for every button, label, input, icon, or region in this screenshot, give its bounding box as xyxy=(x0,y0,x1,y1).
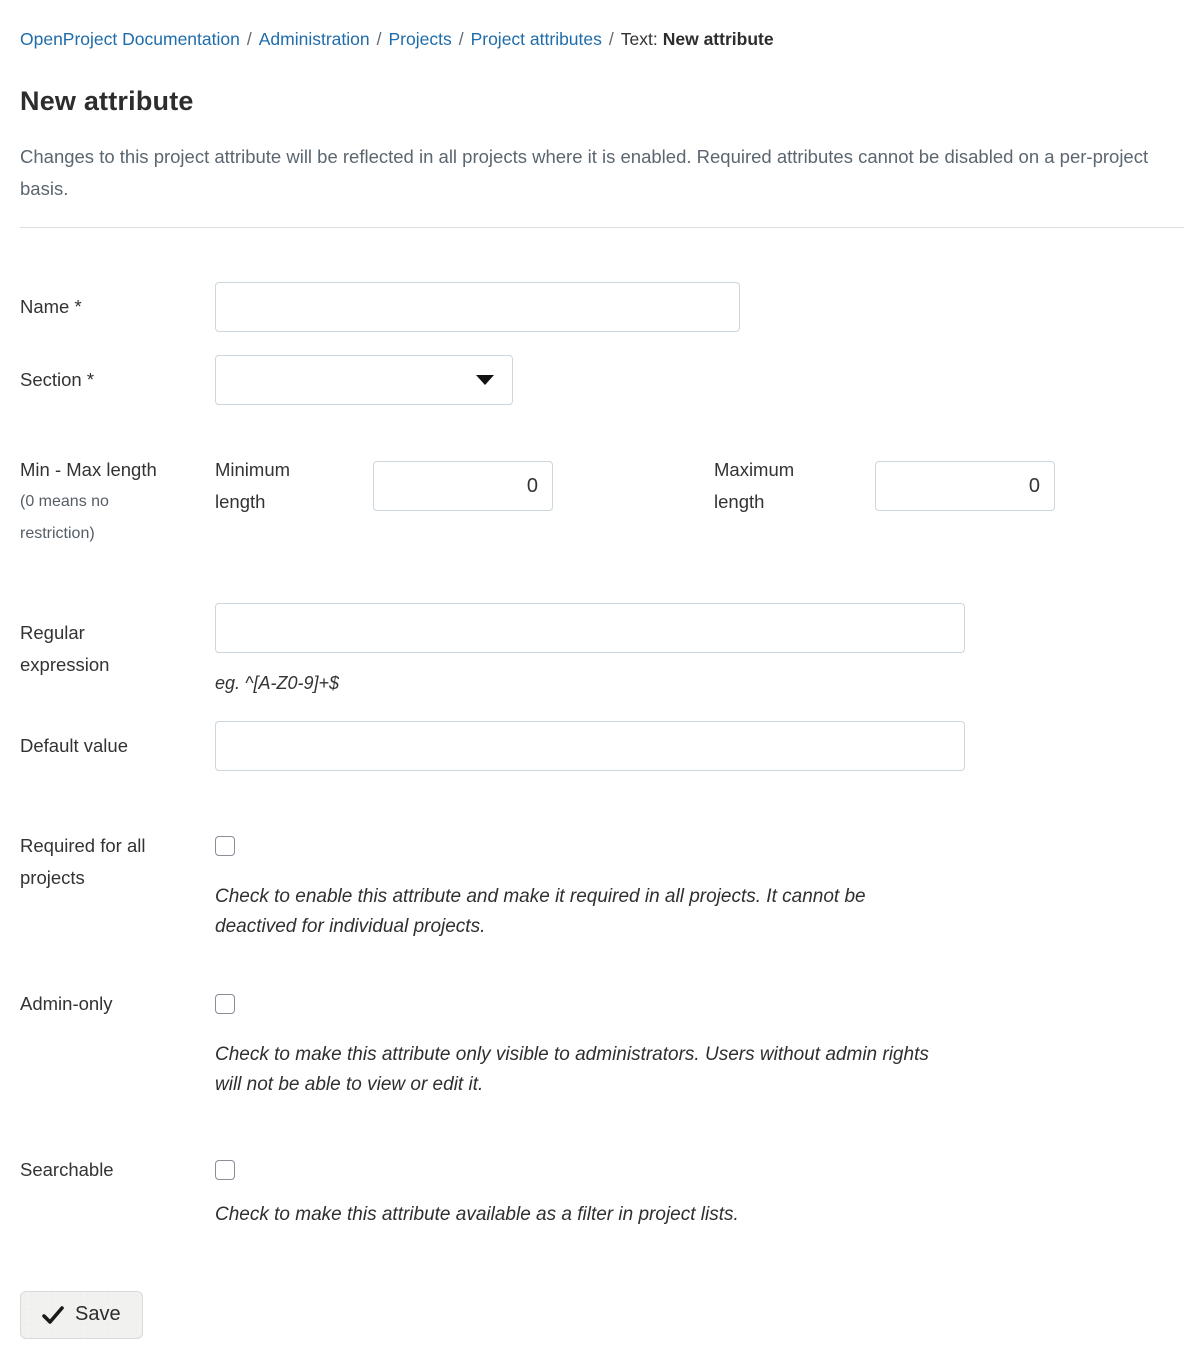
admin-only-row xyxy=(20,988,1184,1099)
searchable-checkbox[interactable] xyxy=(215,1160,235,1180)
required-marker: * xyxy=(74,296,82,317)
section-label: Section * xyxy=(20,369,95,390)
required-marker: * xyxy=(86,369,95,390)
breadcrumb-current-prefix: Text: xyxy=(620,29,658,49)
minimum-length-label: Minimum length xyxy=(215,459,291,512)
maximum-length-input[interactable] xyxy=(875,461,1055,511)
required-for-all-label: Required for all projects xyxy=(20,835,146,888)
breadcrumb-separator: / xyxy=(376,29,382,49)
breadcrumb-link-project-attributes[interactable]: Project attributes xyxy=(470,29,602,49)
breadcrumb-current: New attribute xyxy=(662,29,774,49)
breadcrumb-link-openproject-documentation[interactable]: OpenProject Documentation xyxy=(20,29,240,49)
regex-input[interactable] xyxy=(215,603,965,653)
page-title: New attribute xyxy=(20,86,194,116)
breadcrumb xyxy=(20,28,1184,50)
breadcrumb-separator: / xyxy=(458,29,464,49)
divider xyxy=(20,227,1184,228)
breadcrumb-separator: / xyxy=(608,29,614,49)
chevron-down-icon xyxy=(476,375,494,385)
breadcrumb-separator: / xyxy=(246,29,252,49)
required-for-all-checkbox[interactable] xyxy=(215,836,235,856)
admin-only-checkbox[interactable] xyxy=(215,994,235,1014)
section-select[interactable] xyxy=(215,355,513,405)
check-icon xyxy=(42,1305,64,1325)
minimum-length-input[interactable] xyxy=(373,461,553,511)
default-value-input[interactable] xyxy=(215,721,965,771)
admin-only-label: Admin-only xyxy=(20,993,113,1014)
searchable-row xyxy=(20,1154,1184,1230)
name-label: Name * xyxy=(20,296,82,317)
min-max-label: Min - Max length (0 means no restriction) xyxy=(20,454,160,550)
required-for-all-row xyxy=(20,830,1184,941)
required-for-all-hint: Check to enable this attribute and make it required in all projects. It cannot be deactived for individual projects. xyxy=(215,886,866,937)
breadcrumb-link-administration[interactable]: Administration xyxy=(258,29,370,49)
searchable-hint: Check to make this attribute available as a filter in project lists. xyxy=(215,1204,739,1225)
regex-example-hint: eg. ^[A-Z0-9]+$ xyxy=(215,673,340,693)
admin-only-hint: Check to make this attribute only visible to administrators. Users without admin rights will not be able to view or edit it. xyxy=(215,1044,929,1095)
section-row xyxy=(20,355,1184,405)
min-max-row xyxy=(20,454,1184,550)
name-row xyxy=(20,282,1184,332)
default-value-label: Default value xyxy=(20,735,128,756)
save-button[interactable] xyxy=(20,1291,143,1339)
maximum-length-label: Maximum length xyxy=(714,459,795,512)
min-max-sublabel: (0 means no restriction) xyxy=(20,493,109,542)
breadcrumb-link-projects[interactable]: Projects xyxy=(388,29,452,49)
new-attribute-form xyxy=(20,282,1184,1339)
save-button-label: Save xyxy=(75,1303,121,1325)
regex-label: Regular expression xyxy=(20,621,110,675)
regex-row xyxy=(20,603,1184,694)
default-value-row xyxy=(20,721,1184,771)
page-description: Changes to this project attribute will be reflected in all projects where it is enabled. Required attributes cannot be disabled on a per-project basis. xyxy=(20,146,1149,199)
searchable-label: Searchable xyxy=(20,1159,114,1180)
name-input[interactable] xyxy=(215,282,740,332)
